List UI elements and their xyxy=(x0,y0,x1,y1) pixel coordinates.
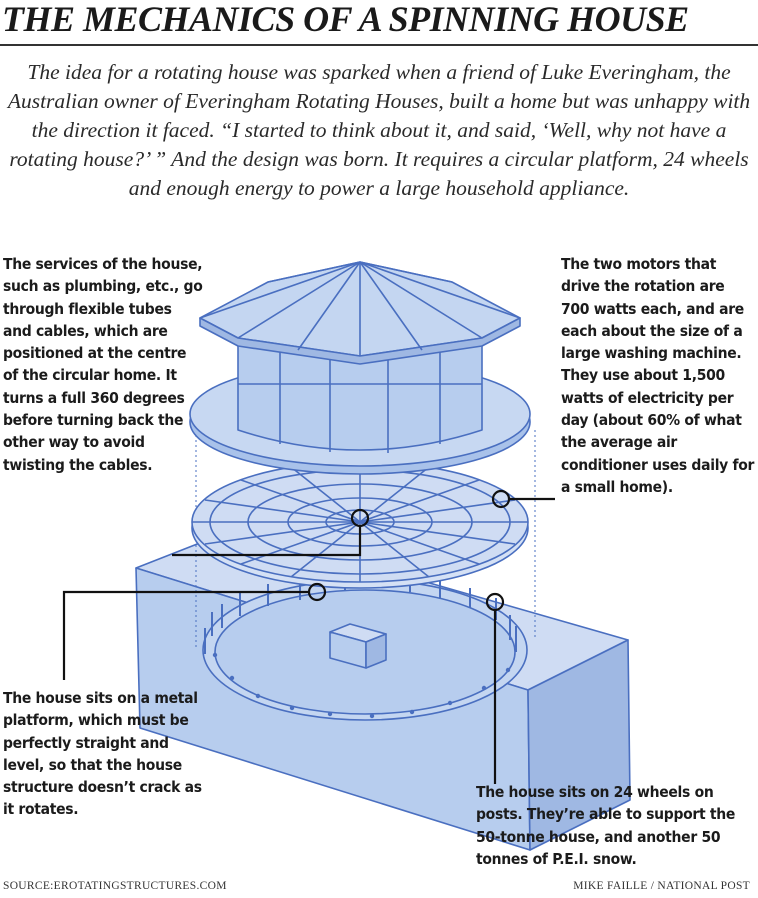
callout-platform: The house sits on a metal platform, which must be perfectly straight and level, so that the house structure doesn’t crack as it rotates. xyxy=(3,689,202,819)
intro-paragraph: The idea for a rotating house was sparked when a friend of Luke Everingham, the Australian owner of Everingham Rotating Houses, built a home but was unhappy with the direction it faced. “I started to think about it, and said, ‘Well, why not have a rotating house?’ ” And the design was born. It requires a circular platform, 24 wheels and enough energy to power a large household appliance. xyxy=(7,60,751,200)
callout-services: The services of the house, such as plumbing, etc., go through flexible tubes and cables, which are positioned at the centre of the circular home. It turns a full 360 degrees before turning back the other way to avoid twisting the cables. xyxy=(3,255,203,474)
source-credit: SOURCE:EROTATINGSTRUCTURES.COM xyxy=(3,880,227,892)
callout-wheels: The house sits on 24 wheels on posts. They’re able to support the 50-tonne house, and another 50 tonnes of P.E.I. snow. xyxy=(476,783,736,868)
callout-motors: The two motors that drive the rotation are 700 watts each, and are each about the size of a large washing machine. They use about 1,500 watts of electricity per day (about 60% of what the average air conditioner uses daily for a small home). xyxy=(561,255,755,496)
page-title: THE MECHANICS OF A SPINNING HOUSE xyxy=(2,0,689,39)
artist-credit: MIKE FAILLE / NATIONAL POST xyxy=(573,880,750,892)
